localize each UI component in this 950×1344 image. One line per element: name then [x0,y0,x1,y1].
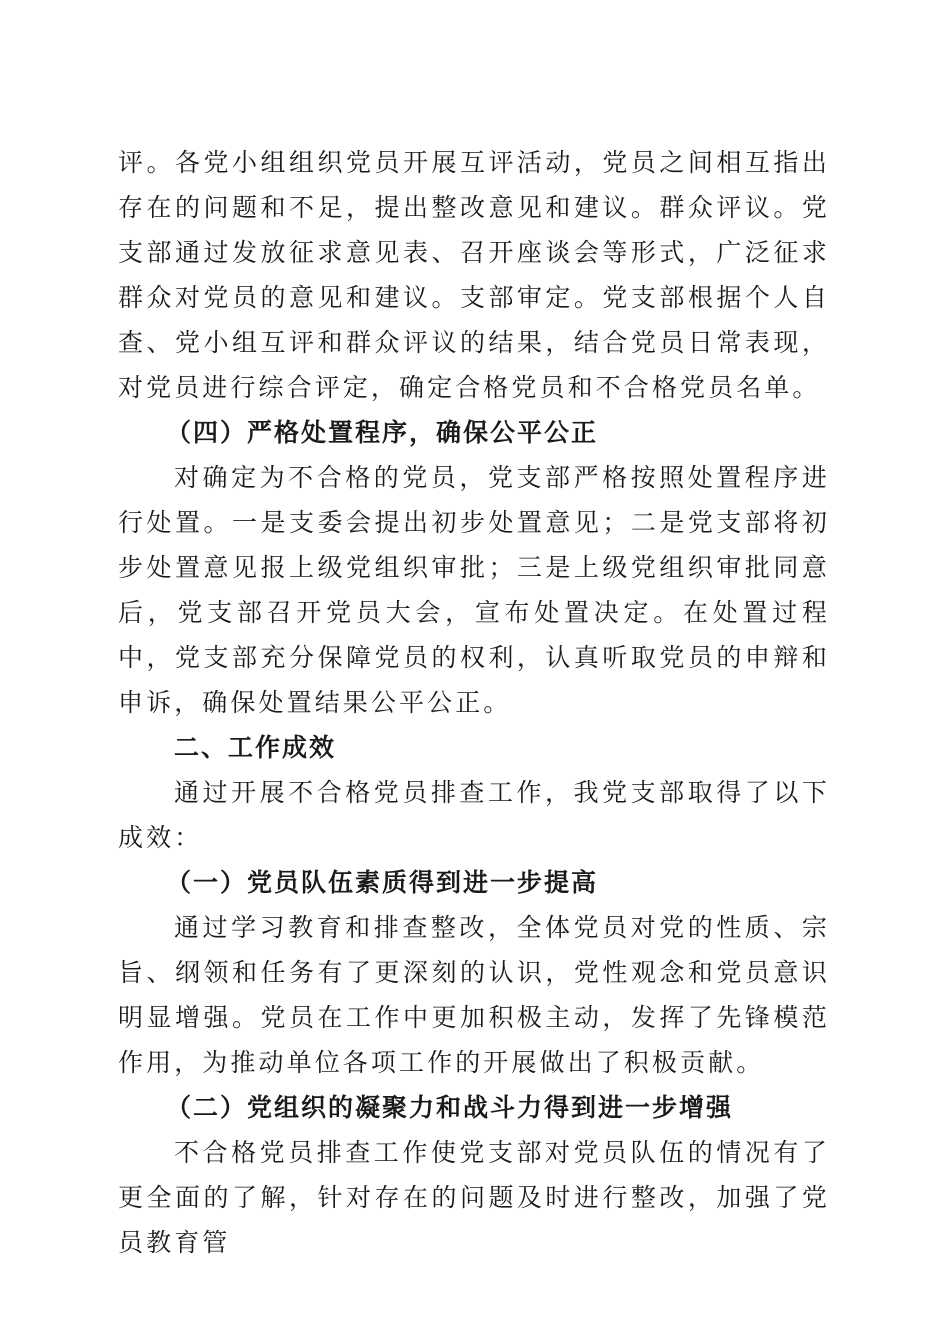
paragraph-disposal: 对确定为不合格的党员，党支部严格按照处置程序进行处置。一是支委会提出初步处置意见；二是党支部将初步处置意见报上级党组织审批；三是上级党组织审批同意后，党支部召开党员大会，宣布处置决定。在处置过程中，党支部充分保障党员的权利，认真听取党员的申辩和申诉，确保处置结果公平公正。 [118,463,830,717]
section-subheading-4: （四）严格处置程序，确保公平公正 [166,418,599,447]
section-subheading-1: （一）党员队伍素质得到进一步提高 [166,868,599,897]
paragraph-continued: 评。各党小组组织党员开展互评活动，党员之间相互指出存在的问题和不足，提出整改意见和建议。群众评议。党支部通过发放征求意见表、召开座谈会等形式，广泛征求群众对党员的意见和建议。支部审定。党支部根据个人自查、党小组互评和群众评议的结果，结合党员日常表现，对党员进行综合评定，确定合格党员和不合格党员名单。 [118,148,830,402]
section-subheading-2: （二）党组织的凝聚力和战斗力得到进一步增强 [166,1093,734,1122]
paragraph-results-intro: 通过开展不合格党员排查工作，我党支部取得了以下成效： [118,778,830,852]
document-body [118,140,830,1265]
paragraph-cohesion: 不合格党员排查工作使党支部对党员队伍的情况有了更全面的了解，针对存在的问题及时进行整改，加强了党员教育管 [118,1138,830,1257]
section-heading-results: 二、工作成效 [174,733,337,762]
paragraph-quality: 通过学习教育和排查整改，全体党员对党的性质、宗旨、纲领和任务有了更深刻的认识，党性观念和党员意识明显增强。党员在工作中更加积极主动，发挥了先锋模范作用，为推动单位各项工作的开展做出了积极贡献。 [118,913,830,1077]
